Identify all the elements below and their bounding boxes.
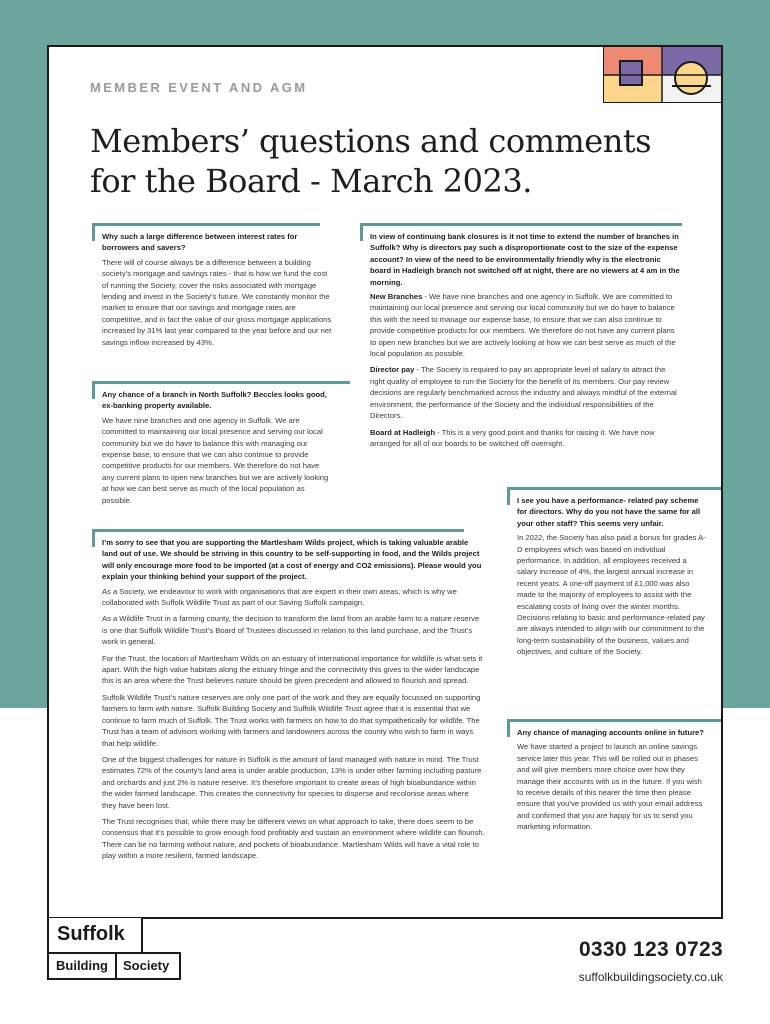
answer-text: We have nine branches and one agency in Suffolk. We are committed to maintaining our local presence and serving our local community but we do have to balance this with managing our expense base, to ensure that we can also continue to provide competitive products for our members. We therefore do not have any current plans to open new branches but we are actively looking at how we can best serve as much of the local population as possible. [102, 415, 329, 505]
question-text: Any chance of a branch in North Suffolk? Beccles looks good, ex-banking property available. [102, 390, 327, 411]
answer-label: Director pay [370, 365, 415, 375]
answer-paragraph: Suffolk Wildlife Trust’s nature reserves are only one part of the work and they are equally focussed on supporting farmers to farm with nature. Suffolk Building Society and Suffolk Wildlife Trust agree that it is essential that we continue to farm much of Suffolk. The Trust works with farmers on how to do that sympathetically for wildlife. The Trust has a team of advisors working with farmers and landowners across the county who wish to farm in ways that help wildlife. [102, 692, 481, 748]
question-text: I see you have a performance- related pay scheme for directors. Why do you not have the same for all your other staff? This seems very unfair. [517, 496, 701, 528]
title-line-2: for the Board - March 2023. [90, 162, 532, 200]
answer-new-branches: New Branches - We have nine branches and one agency in Suffolk. We are committed to maintaining our local presence and serving our local community but we do have to balance this with the need to manage our expense base, to ensure that we can also continue to provide competitive products for our members. We therefore do not have any current plans to open new branches but we are actively looking at how we can best serve as much of the local population as possible. [370, 292, 676, 359]
qa-block-north-branch [92, 381, 332, 506]
answer-text: We have started a project to launch an online savings service later this year. This will be rolled out in phases and will give members more choice over how they manage their accounts with us in the future. If you wish to receive details of this nearer the time then please ensure that you’ve provided us with your email address and confirmed that you are happy for us to send you marketing information. [517, 742, 703, 832]
question-text: Why such a large difference between interest rates for borrowers and savers? [102, 232, 298, 253]
answer-text: There will of course always be a difference between a building society’s mortgage and savings rates - that is how we fund the cost of running the Society, cover the risks associated with mortgage lending and invest in the Society’s future. We constantly monitor the market to ensure that our savings and mortgage rates are competitive, and in fact the value of our gross mortgage applications increased by 31% last year compared to the year before and our net savings inflow increased by 43%. [102, 257, 332, 347]
qa-block-online-accounts [507, 719, 707, 833]
eyebrow-label: MEMBER EVENT AND AGM [90, 80, 308, 95]
answer-paragraph: One of the biggest challenges for nature in Suffolk is the amount of land managed with nature in mind. The Trust estimates 72% of the county’s land area is under arable production, 13% is under other farming including pasture and orchards and just 2% is nature reserve. It’s therefore important to create areas of high bioabundance within the wider farmed landscape. This creates the connectivity for species to disperse and recolonise areas where they have been lost. [102, 754, 482, 810]
answer-paragraph: The Trust recognises that, while there may be different views on what approach to take, there does seem to be consensus that it’s possible to grow enough food profitably and sustain an environment where wildlife can flourish. There can be no farming without nature, and pockets of bioabundance. Martlesham Wilds will have a vital role to play within a more resilient, farmed landscape. [102, 816, 485, 861]
website-link[interactable]: suffolkbuildingsociety.co.uk [578, 970, 723, 984]
answer-label: New Branches [370, 292, 423, 302]
qa-block-rates [92, 223, 332, 348]
answer-board-hadleigh: Board at Hadleigh - This is a very good point and thanks for raising it. We have now arranged for all of our boards to be switched off overnight. [370, 427, 655, 448]
phone-number: 0330 123 0723 [578, 938, 723, 961]
qa-block-martlesham-wilds [92, 529, 485, 862]
logo-word-suffolk: Suffolk [47, 918, 143, 954]
question-text: Any chance of managing accounts online in future? [517, 728, 704, 737]
title-line-1: Members’ questions and comments [90, 122, 652, 160]
qa-block-staff-pay [507, 487, 707, 658]
page-title [90, 121, 690, 201]
logo-word-society: Society [115, 952, 181, 980]
question-text: In view of continuing bank closures is it not time to extend the number of branches in Suffolk? Why is directors pay such a disproportionate cost to the size of the expense account? In view of the need to be environmentally friendly why is the electronic board in Hadleigh branch not switched off at night, there are no viewers at 4 am in the morning. [370, 232, 680, 287]
answer-paragraph: As a Wildlife Trust in a farming county, the decision to transform the land from an arable farm to a nature reserve is one that Suffolk Wildlife Trust’s Board of Trustees discussed in relation to this land purchase, and the Trust’s work in general. [102, 614, 480, 647]
answer-label: Board at Hadleigh [370, 427, 435, 437]
question-text: I’m sorry to see that you are supporting the Martlesham Wilds project, which is taking valuable arable land out of use. We should be striving in this country to be self-supporting in food, and the Wilds project will only encourage more food to be imported (at a cost of energy and CO2 emissions). Please would you explain your thinking behind your support of the project. [102, 538, 482, 582]
qa-block-branches-pay-board [360, 223, 680, 449]
answer-text: In 2022, the Society has also paid a bonus for grades A-D employees which was based on individual performance. In addition, all employees received a salary increase of 4%, the largest annual increase in recent years. A one-off payment of £1,000 was also made to the majority of employees to assist with the escalating costs of living over the winter months. Decisions relating to basic and performance-related pay are always intended to align with our commitment to the long-term sustainability of the business, values and objectives, and culture of the Society. [517, 533, 706, 657]
logo-word-building: Building [47, 952, 117, 980]
decorative-shapes [603, 47, 721, 103]
answer-paragraph: For the Trust, the location of Martlesham Wilds on an estuary of international importance for wildlife is what sets it apart. With the high value habitats along the estuary fringe and the connectivity this gives to the wider landscape this is an area where the Trust believes nature should be given precedent and allowed to flourish and spread. [102, 653, 483, 686]
answer-director-pay: Director pay - The Society is required to pay an appropriate level of salary to attract the right quality of employee to run the Society for the benefit of its members. Our pay review decisions are regularly benchmarked across the industry and always mindful of the external environment, the performance of the Society and the individual responsibilities of the Directors. [370, 365, 677, 421]
content-card [47, 45, 723, 919]
answer-paragraph: As a Society, we endeavour to work with organisations that are expert in their own areas, which is why we collaborated with Suffolk Wildlife Trust as part of our Saving Suffolk campaign. [102, 586, 457, 608]
